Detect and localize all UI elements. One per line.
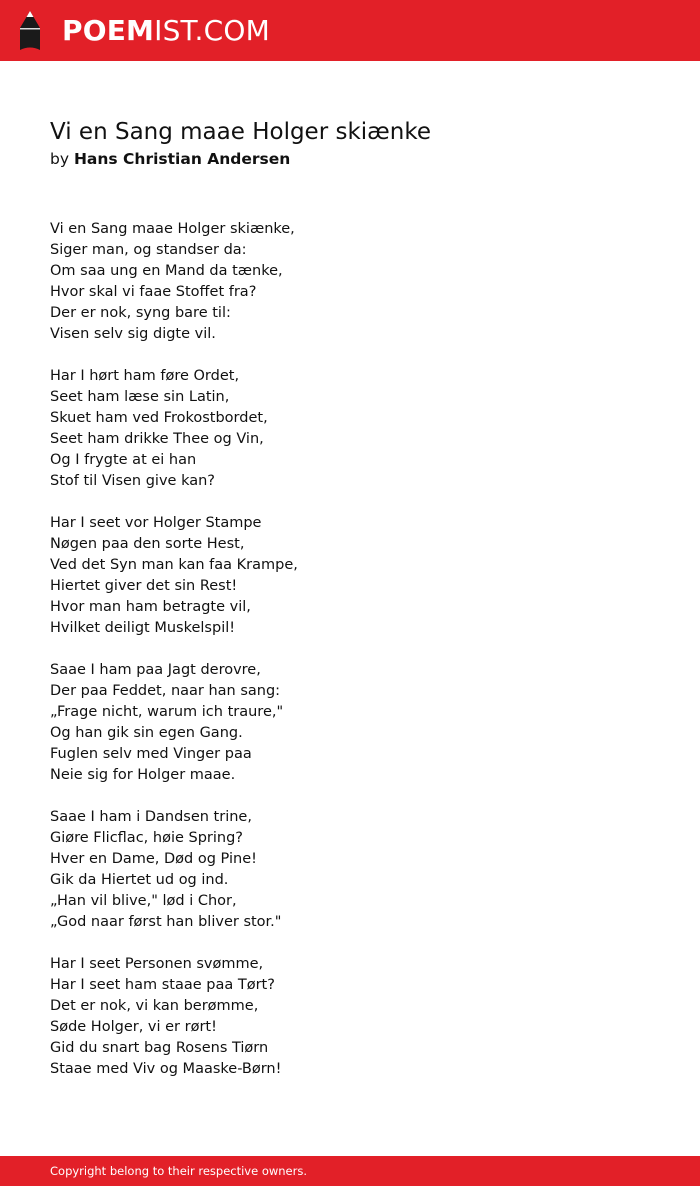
- poem-line: Har I seet Personen svømme,: [50, 956, 264, 972]
- poem-line: Gid du snart bag Rosens Tiørn: [50, 1040, 269, 1056]
- poem-line: Har I seet ham staae paa Tørt?: [50, 977, 275, 993]
- brand-bold: POEM: [62, 13, 155, 47]
- poem-line: „God naar først han bliver stor.": [50, 914, 282, 930]
- poem-body: [50, 219, 650, 1101]
- poem-line: Seet ham læse sin Latin,: [50, 389, 230, 405]
- site-footer: [0, 1156, 700, 1186]
- poem-line: Hvilket deiligt Muskelspil!: [50, 620, 236, 636]
- poem-title: Vi en Sang maae Holger skiænke: [50, 119, 431, 145]
- poem-line: Har I hørt ham føre Ordet,: [50, 368, 240, 384]
- poem-line: Giøre Flicflac, høie Spring?: [50, 830, 243, 846]
- poem-line: Fuglen selv med Vinger paa: [50, 746, 252, 762]
- poem-line: Der paa Feddet, naar han sang:: [50, 683, 281, 699]
- stanza: [50, 954, 650, 1080]
- poem-line: Staae med Viv og Maaske-Børn!: [50, 1061, 282, 1077]
- site-logo-link[interactable]: [18, 10, 270, 52]
- poem-line: Visen selv sig digte vil.: [50, 326, 216, 342]
- byline: [50, 149, 290, 169]
- poem-line: Skuet ham ved Frokostbordet,: [50, 410, 268, 426]
- stanza: [50, 513, 650, 639]
- poem-line: Ved det Syn man kan faa Krampe,: [50, 557, 298, 573]
- poem-line: Siger man, og standser da:: [50, 242, 247, 258]
- poem-line: Hvor man ham betragte vil,: [50, 599, 251, 615]
- poem-line: Stof til Visen give kan?: [50, 473, 215, 489]
- poem-line: Hiertet giver det sin Rest!: [50, 578, 238, 594]
- stanza: [50, 660, 650, 786]
- poem-line: Neie sig for Holger maae.: [50, 767, 236, 783]
- poem-line: Søde Holger, vi er rørt!: [50, 1019, 217, 1035]
- poem-line: Seet ham drikke Thee og Vin,: [50, 431, 264, 447]
- copyright-text: Copyright belong to their respective owners.: [50, 1164, 308, 1178]
- poem-line: Der er nok, syng bare til:: [50, 305, 231, 321]
- stanza: [50, 366, 650, 492]
- poem-line: Det er nok, vi kan berømme,: [50, 998, 259, 1014]
- poem-line: Saae I ham paa Jagt derovre,: [50, 662, 261, 678]
- poem-line: Gik da Hiertet ud og ind.: [50, 872, 229, 888]
- site-wordmark: [62, 13, 270, 47]
- poem-line: „Han vil blive," lød i Chor,: [50, 893, 237, 909]
- stanza: [50, 807, 650, 933]
- poem-line: Har I seet vor Holger Stampe: [50, 515, 262, 531]
- poem-line: Og han gik sin egen Gang.: [50, 725, 243, 741]
- stanza: [50, 219, 650, 345]
- brand-light: IST.COM: [154, 13, 270, 47]
- byline-prefix: by: [50, 150, 70, 168]
- poem-line: Saae I ham i Dandsen trine,: [50, 809, 252, 825]
- site-header: [0, 0, 700, 61]
- pencil-icon: [18, 10, 42, 52]
- poem-line: Om saa ung en Mand da tænke,: [50, 263, 283, 279]
- poem-line: Hver en Dame, Død og Pine!: [50, 851, 257, 867]
- poem-line: Vi en Sang maae Holger skiænke,: [50, 221, 295, 237]
- poem-line: Hvor skal vi faae Stoffet fra?: [50, 284, 257, 300]
- author-name: Hans Christian Andersen: [73, 150, 291, 168]
- poem-line: Og I frygte at ei han: [50, 452, 197, 468]
- poem-line: Nøgen paa den sorte Hest,: [50, 536, 245, 552]
- poem-line: „Frage nicht, warum ich traure,": [50, 704, 284, 720]
